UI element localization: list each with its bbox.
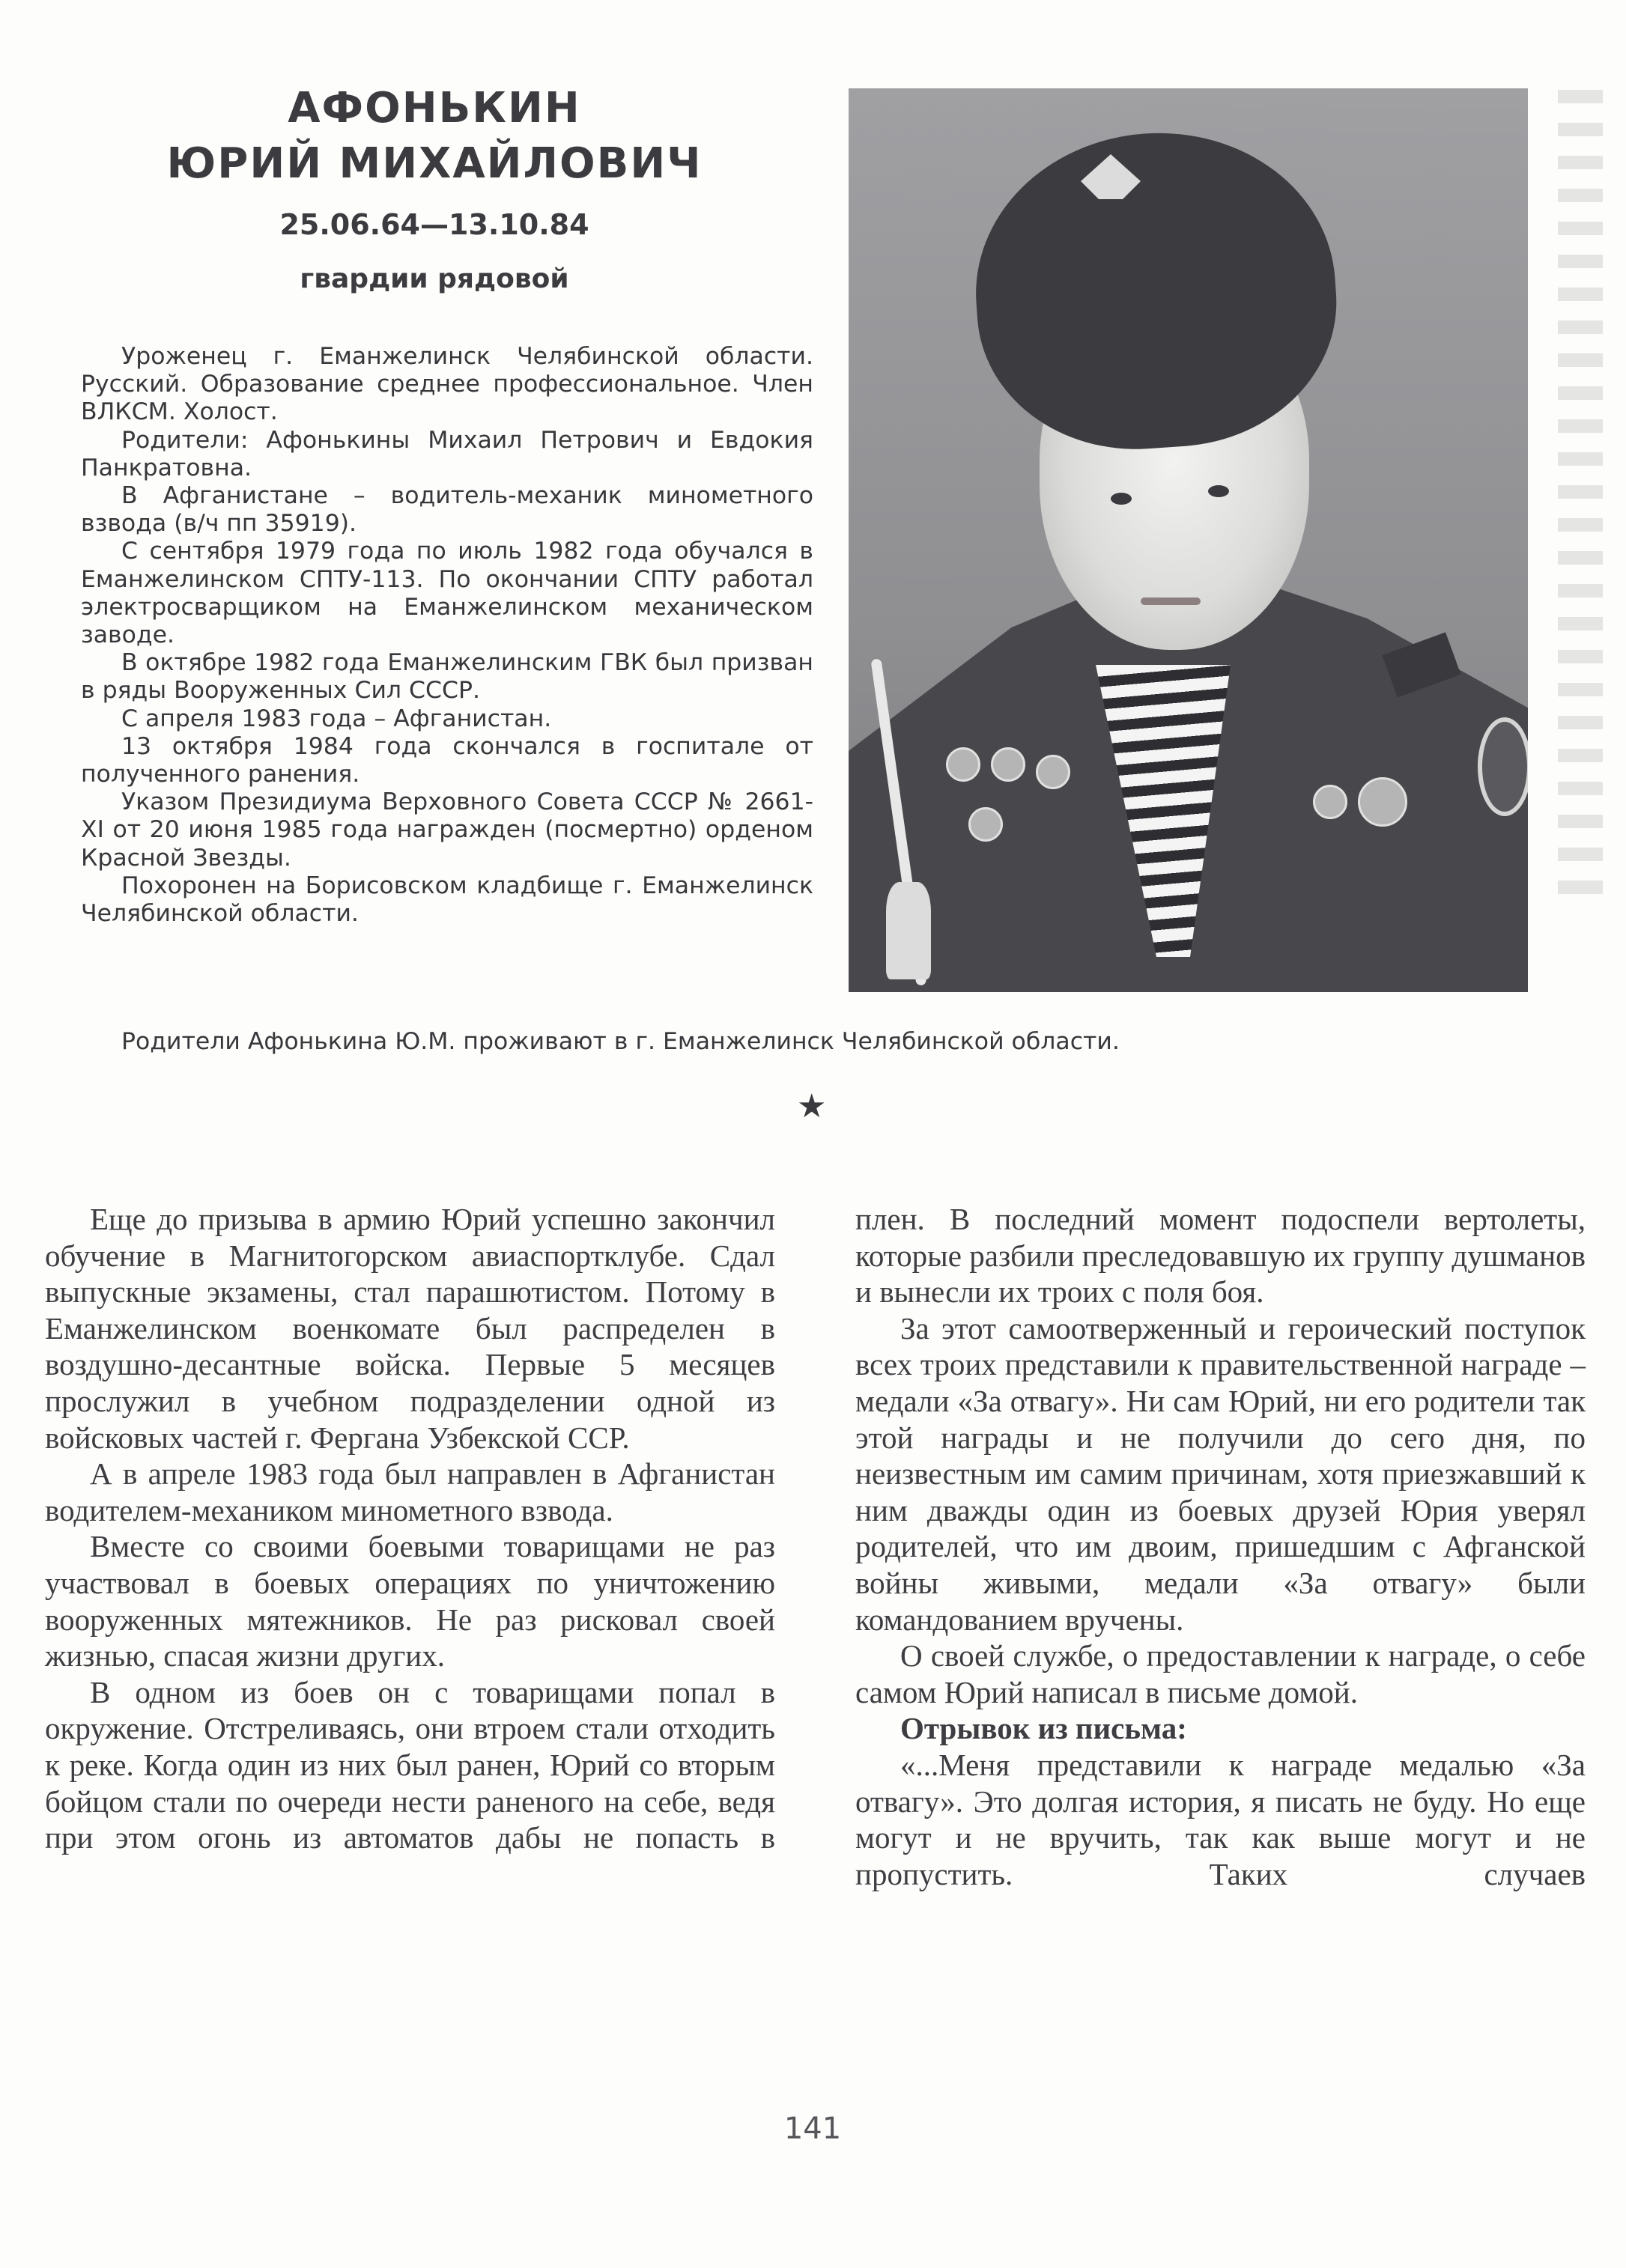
medal-icon: [991, 747, 1025, 782]
show-through-text: [1558, 90, 1603, 913]
military-rank: гвардии рядовой: [300, 264, 569, 294]
article-right-column: [855, 1201, 1586, 1892]
article-paragraph: Еще до призыва в армию Юрий успешно закончил обучение в Магнитогорском авиаспортклубе. Сдал выпускные экзамены, стал парашютистом. Потому в Еманжелинском военкомате был распределен в воздушно-десантные войска. Первые 5 месяцев прослужил в учебном подразделении одной из войсковых частей г. Фергана Узбекской ССР.: [45, 1202, 775, 1455]
bio-paragraph: 13 октября 1984 года скончался в госпитале от полученного ранения.: [81, 732, 813, 788]
page-number: 141: [783, 2112, 842, 2146]
portrait-photo: [849, 88, 1528, 992]
letter-excerpt: «...Меня представили к награде медалью «За отвагу». Это долгая история, я писать не буду. Но еще могут и не вручить, так как выше могут и не пропустить. Таких случаев: [855, 1747, 1586, 1891]
biography-block: [81, 343, 813, 928]
life-dates: 25.06.64—13.10.84: [279, 208, 589, 241]
article-paragraph: плен. В последний момент подоспели вертолеты, которые разбили преследовавшую их группу душманов и вынесли их троих с поля боя.: [855, 1202, 1586, 1310]
bio-final-line: Родители Афонькина Ю.М. проживают в г. Еманжелинск Челябинской области.: [121, 1028, 1120, 1055]
article-paragraph: А в апреле 1983 года был направлен в Афганистан водителем-механиком минометного взвода.: [45, 1456, 775, 1527]
article-left-column: [45, 1201, 775, 1856]
surname-heading: АФОНЬКИН: [288, 84, 581, 133]
medal-icon: [968, 807, 1003, 842]
bio-paragraph: В октябре 1982 года Еманжелинским ГВК был призван в ряды Вооруженных Сил СССР.: [81, 649, 813, 705]
bio-paragraph: Родители: Афонькины Михаил Петрович и Евдокия Панкратовна.: [81, 426, 813, 481]
article-paragraph: За этот самоотверженный и героический поступок всех троих представили к правительственной награде – медали «За отвагу». Ни сам Юрий, ни его родители так этой награды и не получили до сего дня, по неизвестным им самим причинам, хотя приезжавший к ним дважды один из боевых друзей Юрия уверял родителей, что им двоим, пришедшим с Афганской войны живыми, медали «За отвагу» были командованием вручены.: [855, 1310, 1586, 1637]
article-paragraph: Вместе со своими боевыми товарищами не раз участвовал в боевых операциях по уничтожению вооруженных мятежников. Не раз рисковал своей жизнью, спасая жизни других.: [45, 1529, 775, 1673]
bio-paragraph: Уроженец г. Еманжелинск Челябинской области. Русский. Образование среднее профессиональное. Член ВЛКСМ. Холост.: [81, 343, 813, 426]
article-paragraph: О своей службе, о предоставлении к награде, о себе самом Юрий написал в письме домой.: [855, 1638, 1586, 1709]
bio-paragraph: В Афганистане – водитель-механик минометного взвода (в/ч пп 35919).: [81, 482, 813, 538]
star-divider-icon: ★: [797, 1088, 827, 1125]
medal-icon: [946, 747, 980, 782]
bio-paragraph: С сентября 1979 года по июль 1982 года обучался в Еманжелинском СПТУ-113. По окончании СПТУ работал электросварщиком на Еманжелинском механическом заводе.: [81, 538, 813, 649]
article-paragraph: В одном из боев он с товарищами попал в окружение. Отстреливаясь, они втроем стали отходить к реке. Когда один из них был ранен, Юрий со вторым бойцом стали по очереди нести раненого на себе, ведя при этом огонь из автоматов дабы не попасть в: [45, 1674, 775, 1855]
bio-paragraph: С апреля 1983 года – Афганистан.: [121, 705, 552, 732]
medal-icon: [1313, 785, 1347, 819]
medal-icon: [1036, 755, 1070, 789]
given-names-heading: ЮРИЙ МИХАЙЛОВИЧ: [166, 139, 703, 188]
sleeve-patch: [1478, 717, 1528, 816]
letter-excerpt-heading: Отрывок из письма:: [900, 1711, 1187, 1746]
bio-paragraph: Указом Президиума Верховного Совета СССР № 2661-XI от 20 июня 1985 года награжден (посмертно) орденом Красной Звезды.: [81, 788, 813, 872]
bio-paragraph: Похоронен на Борисовском кладбище г. Еманжелинск Челябинской области.: [81, 872, 813, 928]
medal-icon: [1358, 777, 1407, 827]
